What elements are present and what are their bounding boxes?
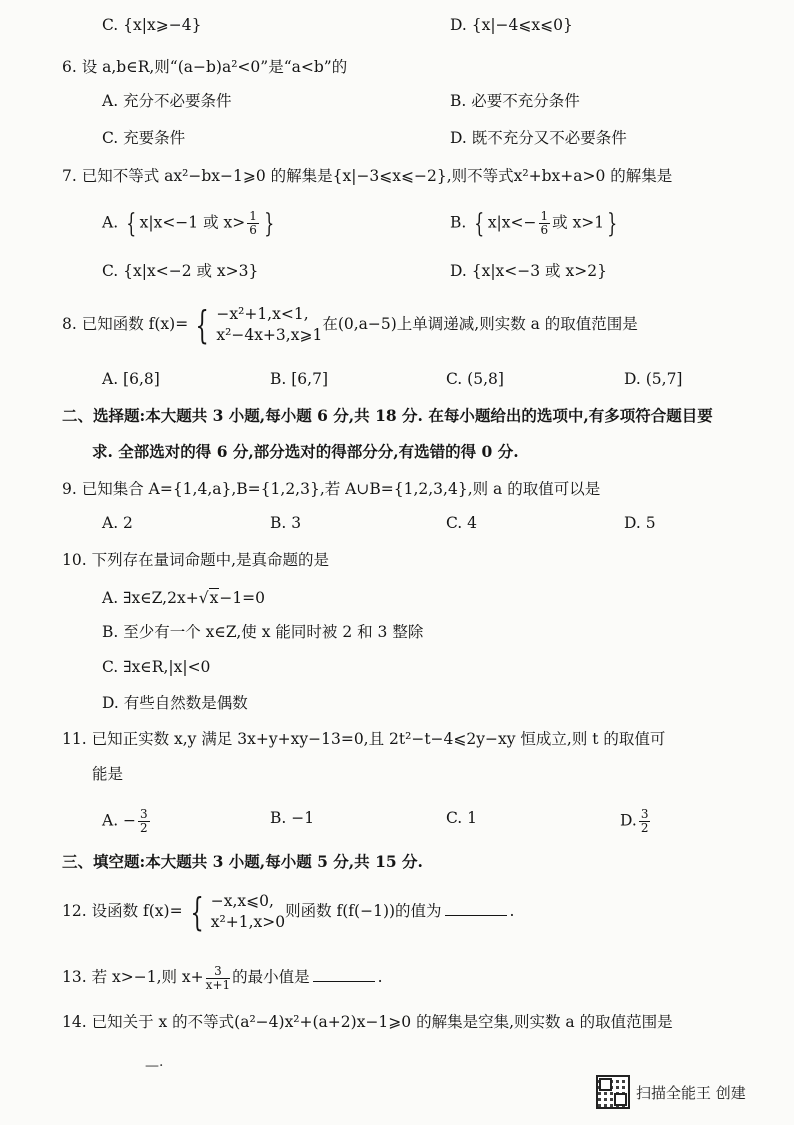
- q5-option-d: D. {x|−4⩽x⩽0}: [450, 16, 573, 34]
- q7-option-b-set: x|x<−: [487, 213, 537, 232]
- q7-stem: 7. 已知不等式 ax²−bx−1⩾0 的解集是{x|−3⩽x⩽−2},则不等式x²+bx+a>0 的解集是: [62, 167, 673, 185]
- q8-stem-pre: 8. 已知函数 f(x)=: [62, 315, 189, 333]
- q8-option-b: B. [6,7]: [270, 370, 328, 388]
- q11-option-b: B. −1: [270, 809, 315, 827]
- q12-stem-pre: 12. 设函数 f(x)=: [62, 902, 183, 920]
- q13-stem-pre: 13. 若 x>−1,则 x+: [62, 968, 204, 986]
- q10-stem: 10. 下列存在量词命题中,是真命题的是: [62, 551, 330, 569]
- q10-option-d: D. 有些自然数是偶数: [102, 694, 248, 712]
- q7-option-a-label: A.: [102, 213, 119, 232]
- q11-option-d-fraction: $\frac{3}{2}$: [640, 807, 649, 835]
- pen-mark: —·: [145, 1058, 164, 1074]
- q10-option-a-radicand: x: [209, 589, 219, 607]
- scanner-watermark: [596, 1075, 746, 1109]
- q13-stem-post: 的最小值是: [232, 968, 310, 986]
- q10-option-a: A. ∃x∈Z,2x+√x−1=0: [102, 589, 266, 607]
- q10-option-a-pre: A. ∃x∈Z,2x+: [102, 589, 199, 607]
- q7-option-b-set-tail: 或 x>1: [552, 213, 605, 232]
- q7-option-b-label: B.: [450, 213, 467, 232]
- q9-option-c: C. 4: [446, 514, 478, 532]
- q9-option-d: D. 5: [624, 514, 656, 532]
- q6-option-c: C. 充要条件: [102, 129, 186, 147]
- q6-option-d: D. 既不充分又不必要条件: [450, 129, 627, 147]
- q13-stem: [62, 960, 383, 994]
- q14-stem: 14. 已知关于 x 的不等式(a²−4)x²+(a+2)x−1⩾0 的解集是空集,则实数 a 的取值范围是: [62, 1013, 673, 1031]
- q8-option-c: C. (5,8]: [446, 370, 504, 388]
- q13-fraction: $\frac{3}{x+1}$: [205, 963, 231, 992]
- q12-piecewise: −x,x⩽0, x²+1,x>0: [210, 892, 286, 931]
- q8-stem-post: 在(0,a−5)上单调递减,则实数 a 的取值范围是: [322, 315, 638, 333]
- q11-option-a-fraction: $\frac{3}{2}$: [140, 807, 148, 835]
- q12-stem-post: 则函数 f(f(−1))的值为: [285, 902, 442, 920]
- q6-option-b: B. 必要不充分条件: [450, 92, 580, 110]
- q7-option-d: D. {x|x<−3 或 x>2}: [450, 262, 607, 280]
- q11-option-c: C. 1: [446, 809, 478, 827]
- q12-stem: 12. 设函数 f(x)= { −x,x⩽0, x²+1,x>0 则函数 f(f(−1))的值为 .: [62, 890, 515, 934]
- section-2-header-line2: 求. 全部选对的得 6 分,部分选对的得部分分,有选错的得 0 分.: [92, 442, 519, 461]
- q12-end: .: [509, 902, 515, 920]
- q11-option-a: [102, 808, 152, 835]
- q11-option-a-pre: A. −: [102, 811, 137, 830]
- scanner-brand: 扫描全能王 创建: [636, 1083, 746, 1102]
- q9-stem: 9. 已知集合 A={1,4,a},B={1,2,3},若 A∪B={1,2,3,4},则 a 的取值可以是: [62, 480, 601, 498]
- q7-option-a-set: x|x<−1 或 x>: [139, 213, 246, 232]
- q11-stem-line1: 11. 已知正实数 x,y 满足 3x+y+xy−13=0,且 2t²−t−4⩽2y−xy 恒成立,则 t 的取值可: [62, 730, 666, 748]
- section-3-header: 三、填空题:本大题共 3 小题,每小题 5 分,共 15 分.: [62, 852, 423, 871]
- q9-option-b: B. 3: [270, 514, 302, 532]
- q11-stem-line2: 能是: [92, 765, 124, 783]
- section-2-header-line1: 二、选择题:本大题共 3 小题,每小题 6 分,共 18 分. 在每小题给出的选项中,有多项符合题目要: [62, 406, 713, 425]
- q8-piecewise: −x²+1,x<1, x²−4x+3,x⩾1: [216, 305, 323, 344]
- q8-option-a: A. [6,8]: [102, 370, 160, 388]
- q7-option-b: B. { x|x<− $\frac{1}{6}$ 或 x>1 }: [450, 208, 618, 239]
- q6-option-a: A. 充分不必要条件: [102, 92, 232, 110]
- q10-option-c: C. ∃x∈R,|x|<0: [102, 658, 211, 676]
- q11-option-d-pre: D.: [620, 811, 637, 830]
- q10-option-b: B. 至少有一个 x∈Z,使 x 能同时被 2 和 3 整除: [102, 623, 424, 641]
- q8-stem: 8. 已知函数 f(x)= { −x²+1,x<1, x²−4x+3,x⩾1 在(0,a−5)上单调递减,则实数 a 的取值范围是: [62, 303, 638, 347]
- q13-end: .: [377, 968, 383, 986]
- q7-option-a-fraction: $\frac{1}{6}$: [249, 209, 257, 237]
- q12-answer-blank[interactable]: [445, 901, 507, 916]
- q8-option-d: D. (5,7]: [624, 370, 683, 388]
- qr-code-icon: [596, 1075, 630, 1109]
- q6-stem: 6. 设 a,b∈R,则“(a−b)a²<0”是“a<b”的: [62, 58, 348, 76]
- q7-option-a: A. { x|x<−1 或 x> $\frac{1}{6}$ }: [102, 208, 275, 239]
- q5-option-c: C. {x|x⩾−4}: [102, 16, 202, 34]
- q7-option-b-fraction: $\frac{1}{6}$: [540, 209, 549, 237]
- q10-option-a-post: −1=0: [219, 589, 266, 607]
- q11-option-d: [620, 808, 652, 835]
- q13-answer-blank[interactable]: [313, 967, 375, 982]
- q7-option-c: C. {x|x<−2 或 x>3}: [102, 262, 259, 280]
- q9-option-a: A. 2: [102, 514, 133, 532]
